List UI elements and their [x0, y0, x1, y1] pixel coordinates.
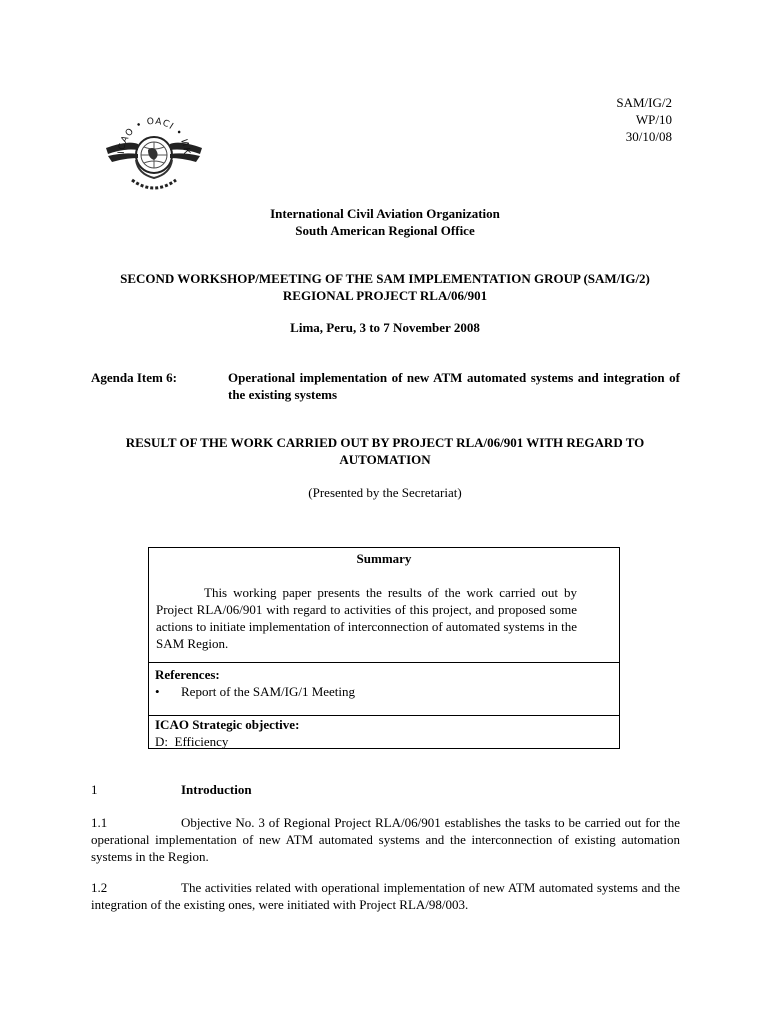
paragraph-text: Objective No. 3 of Regional Project RLA/06/901 establishes the tasks to be carried out for the operational implementation of new ATM automated systems and the interconnection of existing automation systems in the Region. — [91, 815, 680, 864]
summary-box — [148, 547, 620, 749]
doc-ref-date: 30/10/08 — [625, 129, 672, 144]
summary-heading: Summary — [356, 551, 412, 566]
bullet-icon: • — [155, 684, 160, 699]
meeting-title-line2: REGIONAL PROJECT RLA/06/901 — [282, 288, 488, 303]
document-reference — [616, 94, 672, 145]
working-paper-title — [80, 434, 690, 468]
svg-text:ICAO • OACI • ИКАО: ICAO • OACI • ИК — [116, 116, 192, 156]
paragraph-1-2 — [91, 879, 680, 913]
paragraph-number: 1.2 — [91, 880, 108, 895]
strategic-objective-label: ICAO Strategic objective: — [155, 717, 300, 732]
icao-emblem-icon — [98, 100, 210, 198]
paragraph-text: The activities related with operational implementation of new ATM automated systems and the integration of the existing ones, were initiated with Project RLA/98/003. — [91, 880, 680, 912]
agenda-item-text: Operational implementation of new ATM automated systems and integration of the existing systems — [228, 370, 680, 402]
section-number: 1 — [91, 782, 98, 797]
working-paper-title-line2: AUTOMATION — [339, 452, 431, 467]
paragraph-1-1 — [91, 814, 680, 865]
doc-ref-meeting: SAM/IG/2 — [616, 95, 672, 110]
summary-text: This working paper presents the results of the work carried out by Project RLA/06/901 with regard to activities of this project, and proposed some actions to initiate implementation of interconnection of automated systems in the SAM Region. — [156, 585, 577, 651]
summary-divider — [149, 662, 619, 663]
summary-body — [156, 584, 577, 652]
reference-item-text: Report of the SAM/IG/1 Meeting — [181, 684, 356, 699]
agenda-item-label: Agenda Item 6: — [91, 370, 177, 385]
meeting-venue: Lima, Peru, 3 to 7 November 2008 — [290, 320, 480, 335]
reference-item — [155, 683, 619, 700]
strategic-objective-section — [155, 716, 619, 750]
references-section — [155, 666, 619, 700]
working-paper-title-line1: RESULT OF THE WORK CARRIED OUT BY PROJECT RLA/06/901 WITH REGARD TO — [125, 435, 645, 450]
strategic-objective-value: D: Efficiency — [155, 734, 229, 749]
regional-office: South American Regional Office — [295, 223, 475, 238]
organization-header — [0, 205, 770, 239]
meeting-title-line1: SECOND WORKSHOP/MEETING OF THE SAM IMPLEMENTATION GROUP (SAM/IG/2) — [120, 271, 650, 286]
presented-by: (Presented by the Secretariat) — [308, 485, 462, 500]
section-title: Introduction — [181, 782, 252, 797]
doc-ref-paper: WP/10 — [635, 112, 672, 127]
organization-name: International Civil Aviation Organization — [270, 206, 500, 221]
references-label: References: — [155, 667, 220, 682]
paragraph-number: 1.1 — [91, 815, 108, 830]
meeting-title — [80, 270, 690, 304]
